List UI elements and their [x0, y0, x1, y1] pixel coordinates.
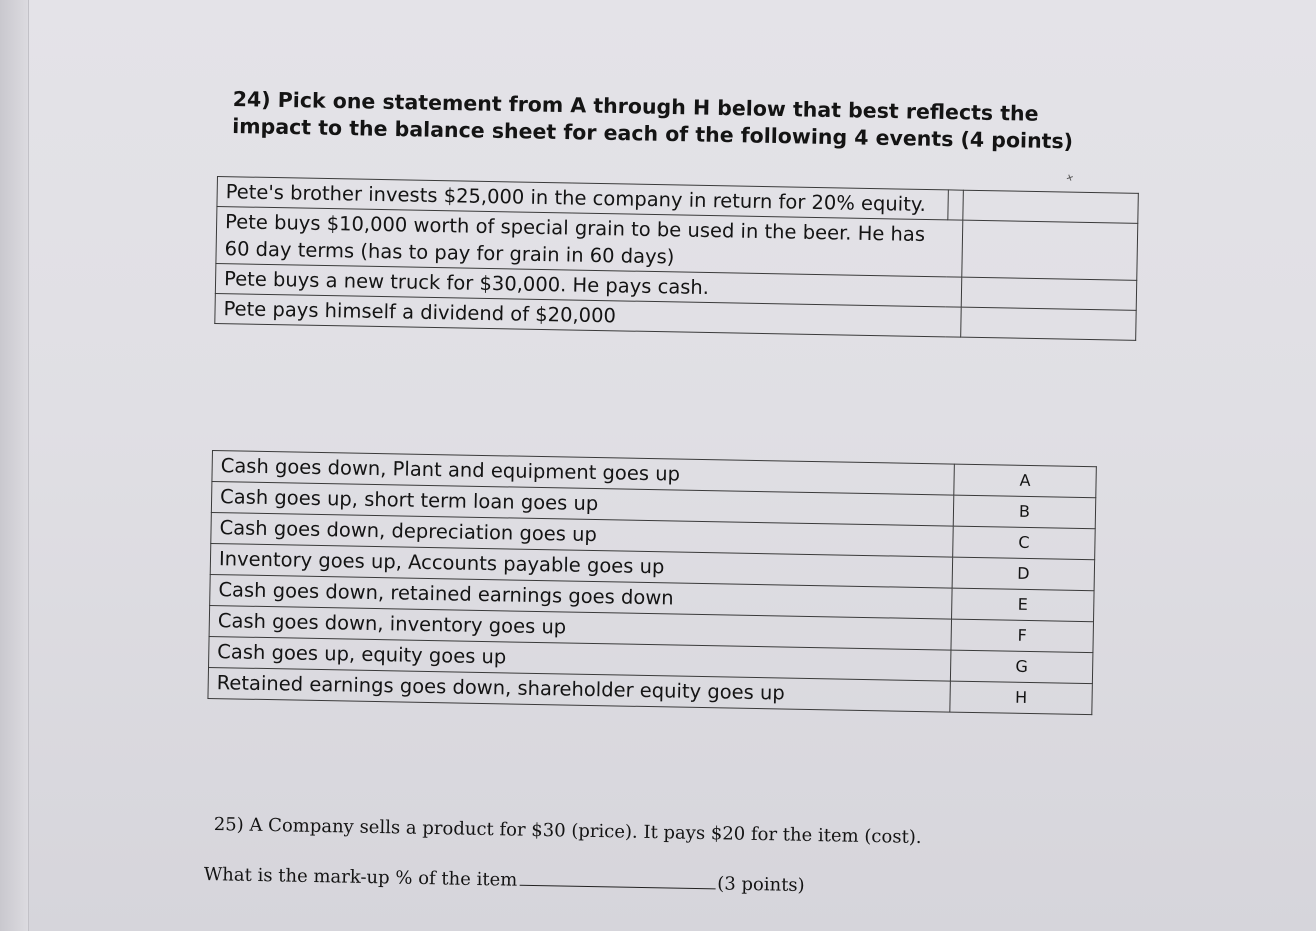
option-letter: B [953, 495, 1096, 529]
option-text: Cash goes down, depreciation goes up [211, 512, 953, 557]
event-cell-divider [948, 190, 963, 220]
option-text: Retained earnings goes down, shareholder equity goes up [208, 667, 950, 712]
events-table [214, 176, 1139, 341]
event-text: Pete's brother invests $25,000 in the company in return for 20% equity. [217, 177, 948, 220]
options-table [207, 450, 1096, 715]
event-answer-cell[interactable] [961, 220, 1137, 280]
option-letter: C [953, 526, 1096, 560]
option-text: Cash goes down, inventory goes up [209, 605, 951, 650]
option-text: Cash goes up, equity goes up [209, 636, 951, 681]
option-text: Cash goes up, short term loan goes up [211, 482, 953, 527]
points-label: (3 points) [717, 873, 805, 897]
event-answer-cell[interactable] [961, 277, 1137, 310]
event-answer-cell[interactable] [962, 190, 1138, 223]
option-letter: D [952, 557, 1095, 591]
option-letter: G [950, 650, 1093, 684]
screen-bezel-left [0, 0, 29, 931]
event-text: Pete pays himself a dividend of $20,000 [215, 293, 961, 337]
option-letter: E [952, 588, 1095, 622]
option-text: Cash goes down, Plant and equipment goes up [212, 451, 954, 496]
event-text: Pete buys a new truck for $30,000. He pays cash. [215, 263, 961, 307]
mouse-cursor-icon: + [1063, 169, 1076, 186]
event-answer-cell[interactable] [960, 307, 1136, 340]
event-text: Pete buys $10,000 worth of special grain to be used in the beer. He has 60 day terms (has to pay for grain in 60 days) [216, 207, 962, 278]
option-letter: H [950, 681, 1093, 715]
option-text: Inventory goes up, Accounts payable goes up [210, 543, 952, 588]
question-24-heading: 24) Pick one statement from A through H below that best reflects the impact to the balance sheet for each of the following 4 events (4 points) [232, 86, 1074, 154]
answer-blank[interactable] [519, 871, 715, 890]
option-text: Cash goes down, retained earnings goes down [210, 574, 952, 619]
option-letter: F [951, 619, 1094, 653]
option-letter: A [954, 464, 1097, 498]
question-25-prompt: 25) A Company sells a product for $30 (price). It pays $20 for the item (cost). [213, 813, 922, 848]
question-25-label: What is the mark-up % of the item [203, 863, 518, 891]
